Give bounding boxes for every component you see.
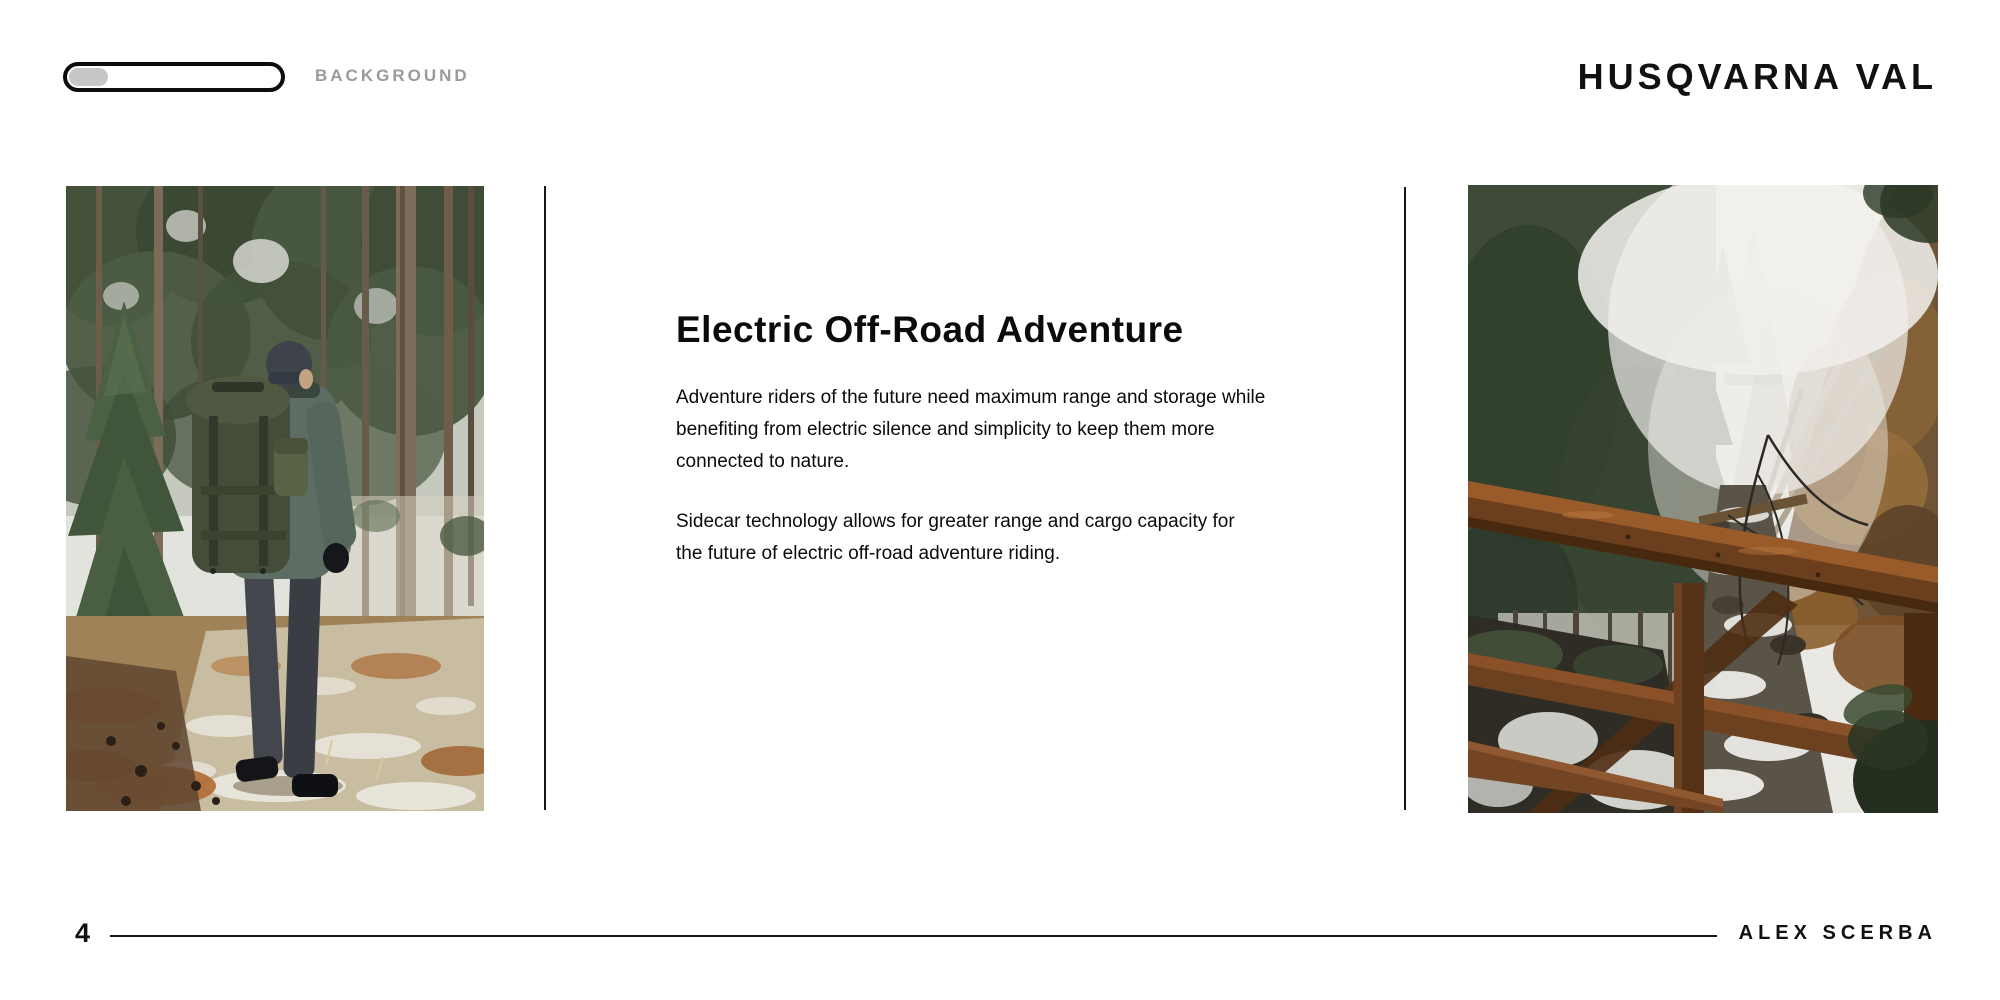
gorge-bridge-photo <box>1468 185 1938 813</box>
progress-bar-fill <box>69 68 108 86</box>
hiker-forest-photo <box>66 186 484 811</box>
footer <box>75 918 1937 948</box>
body-paragraph-2: Sidecar technology allows for greater range and cargo capacity for the future of electric off-road adventure riding. <box>676 511 1235 564</box>
page-number: 4 <box>75 918 91 948</box>
slide-heading: Electric Off-Road Adventure <box>676 309 1184 350</box>
text-column <box>676 308 1266 598</box>
footer-rule <box>110 935 1717 937</box>
author-name: ALEX SCERBA <box>1738 921 1937 944</box>
progress-bar <box>63 62 285 92</box>
body-paragraph-1: Adventure riders of the future need maximum range and storage while benefiting from electric silence and simplicity to keep them more connected to nature. <box>676 387 1266 472</box>
divider-right <box>1404 187 1406 810</box>
divider-left <box>544 186 546 810</box>
document-title: HUSQVARNA VAL <box>1577 56 1937 97</box>
section-label: BACKGROUND <box>315 66 470 85</box>
